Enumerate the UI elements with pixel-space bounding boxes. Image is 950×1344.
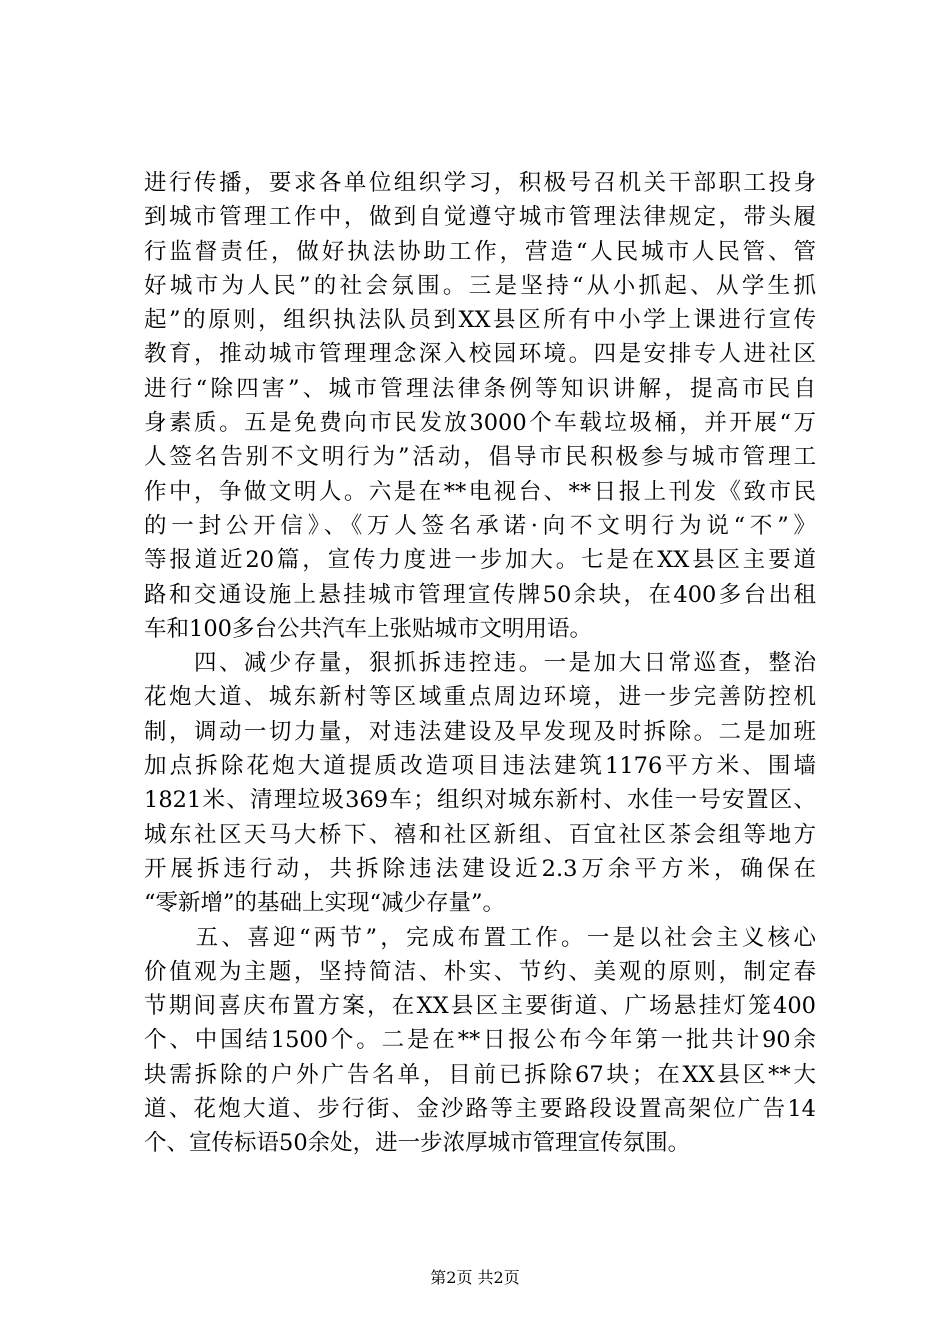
text-line: 价值观为主题，坚持简洁、朴实、节约、美观的原则，制定春 [144, 958, 816, 985]
text-line: 花炮大道、城东新村等区域重点周边环境，进一步完善防控机 [144, 684, 816, 711]
text-line: 人签名告别不文明行为”活动，倡导市民积极参与城市管理工 [144, 444, 816, 471]
text-line: 个、中国结1500个。二是在**日报公布今年第一批共计90余 [144, 1027, 816, 1054]
text-line: 城东社区天马大桥下、禧和社区新组、百宜社区茶会组等地方 [144, 821, 816, 848]
text-line: 路和交通设施上悬挂城市管理宣传牌50余块，在400多台出租 [144, 581, 816, 608]
body-text [144, 166, 816, 1161]
text-line: 块需拆除的户外广告名单，目前已拆除67块；在XX县区**大 [144, 1061, 816, 1088]
text-line: 教育，推动城市管理理念深入校园环境。四是安排专人进社区 [144, 341, 816, 368]
text-line: 1821米、清理垃圾369车；组织对城东新村、水佳一号安置区、 [144, 787, 816, 814]
text-line: 个、宣传标语50余处，进一步浓厚城市管理宣传氛围。 [144, 1130, 691, 1157]
text-line: 好城市为人民”的社会氛围。三是坚持“从小抓起、从学生抓 [144, 272, 816, 299]
text-line: 的一封公开信》、《万人签名承诺·向不文明行为说“不”》 [144, 512, 816, 539]
text-line: 开展拆违行动，共拆除违法建设近2.3万余平方米，确保在 [144, 855, 816, 882]
text-line: 进行传播，要求各单位组织学习，积极号召机关干部职工投身 [144, 170, 816, 196]
text-line: 作中，争做文明人。六是在**电视台、**日报上刊发《致市民 [144, 478, 816, 505]
text-line: 四、减少存量，狠抓拆违控违。一是加大日常巡查，整治 [144, 650, 816, 677]
text-line: 等报道近20篇，宣传力度进一步加大。七是在XX县区主要道 [144, 547, 816, 574]
text-line: “零新增”的基础上实现“减少存量”。 [144, 890, 506, 917]
text-line: 制，调动一切力量，对违法建设及早发现及时拆除。二是加班 [144, 718, 816, 745]
text-line: 节期间喜庆布置方案，在XX县区主要街道、广场悬挂灯笼400 [144, 993, 816, 1020]
text-line: 道、花炮大道、步行街、金沙路等主要路段设置高架位广告14 [144, 1096, 816, 1123]
text-line: 进行“除四害”、城市管理法律条例等知识讲解，提高市民自 [144, 375, 816, 402]
text-line: 到城市管理工作中，做到自觉遵守城市管理法律规定，带头履 [144, 204, 816, 231]
text-line: 行监督责任，做好执法协助工作，营造“人民城市人民管、管 [144, 238, 816, 265]
text-line: 加点拆除花炮大道提质改造项目违法建筑1176平方米、围墙 [144, 753, 816, 780]
text-line: 起”的原则，组织执法队员到XX县区所有中小学上课进行宣传 [144, 307, 816, 334]
page-footer: 第2页 共2页 [430, 1268, 520, 1287]
text-line: 车和100多台公共汽车上张贴城市文明用语。 [144, 615, 592, 642]
text-line: 五、喜迎“两节”，完成布置工作。一是以社会主义核心 [144, 924, 816, 951]
text-line: 身素质。五是免费向市民发放3000个车载垃圾桶，并开展“万 [144, 410, 816, 437]
